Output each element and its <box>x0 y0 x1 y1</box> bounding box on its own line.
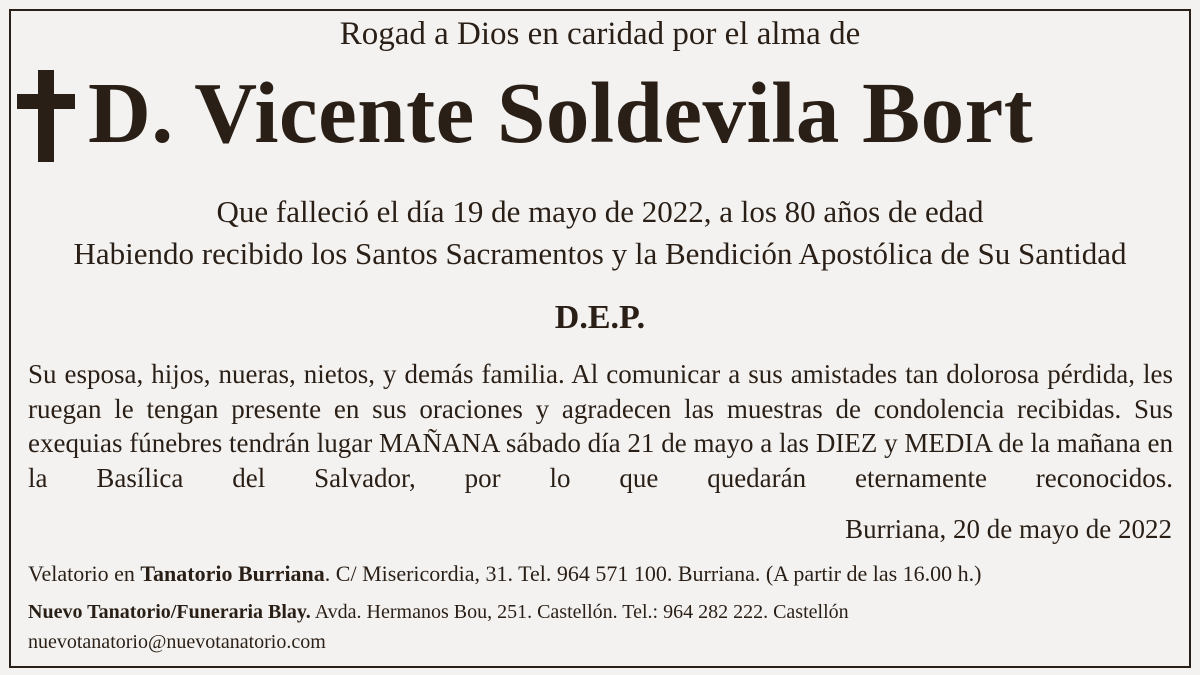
velatorio-line <box>28 561 1173 587</box>
cross-icon <box>17 70 75 162</box>
sacraments-line: Habiendo recibido los Santos Sacramentos y la Bendición Apostólica de Su Santidad <box>73 236 1127 271</box>
place-date: Burriana, 20 de mayo de 2022 <box>845 514 1172 544</box>
funeraria-name: Nuevo Tanatorio/Funeraria Blay. <box>28 601 311 623</box>
dep-heading: D.E.P. <box>554 299 646 336</box>
death-line: Que falleció el día 19 de mayo de 2022, a los 80 años de edad <box>216 194 984 229</box>
intro-text: Rogad a Dios en caridad por el alma de <box>339 16 861 52</box>
velatorio-details: . C/ Misericordia, 31. Tel. 964 571 100. Burriana. (A partir de las 16.00 h.) <box>324 561 982 586</box>
velatorio-name: Tanatorio Burriana <box>140 561 325 586</box>
funeraria-line <box>28 601 849 624</box>
body-paragraph: Su esposa, hijos, nueras, nietos, y demás familia. Al comunicar a sus amistades tan dolorosa pérdida, les ruegan le tengan presente en sus oraciones y agradecen las muestras de condolencia recibidas. Sus exequias fúnebres tendrán lugar MAÑANA sábado día 21 de mayo a las DIEZ y MEDIA de la mañana en la Basílica del Salvador, por lo que quedarán eternamente reconocidos. <box>28 359 1173 493</box>
funeraria-details: Avda. Hermanos Bou, 251. Castellón. Tel.: 964 282 222. Castellón <box>310 601 849 623</box>
velatorio-prefix: Velatorio en <box>28 561 135 586</box>
email-address: nuevotanatorio@nuevotanatorio.com <box>28 631 326 653</box>
deceased-name: D. Vicente Soldevila Bort <box>88 64 1034 161</box>
